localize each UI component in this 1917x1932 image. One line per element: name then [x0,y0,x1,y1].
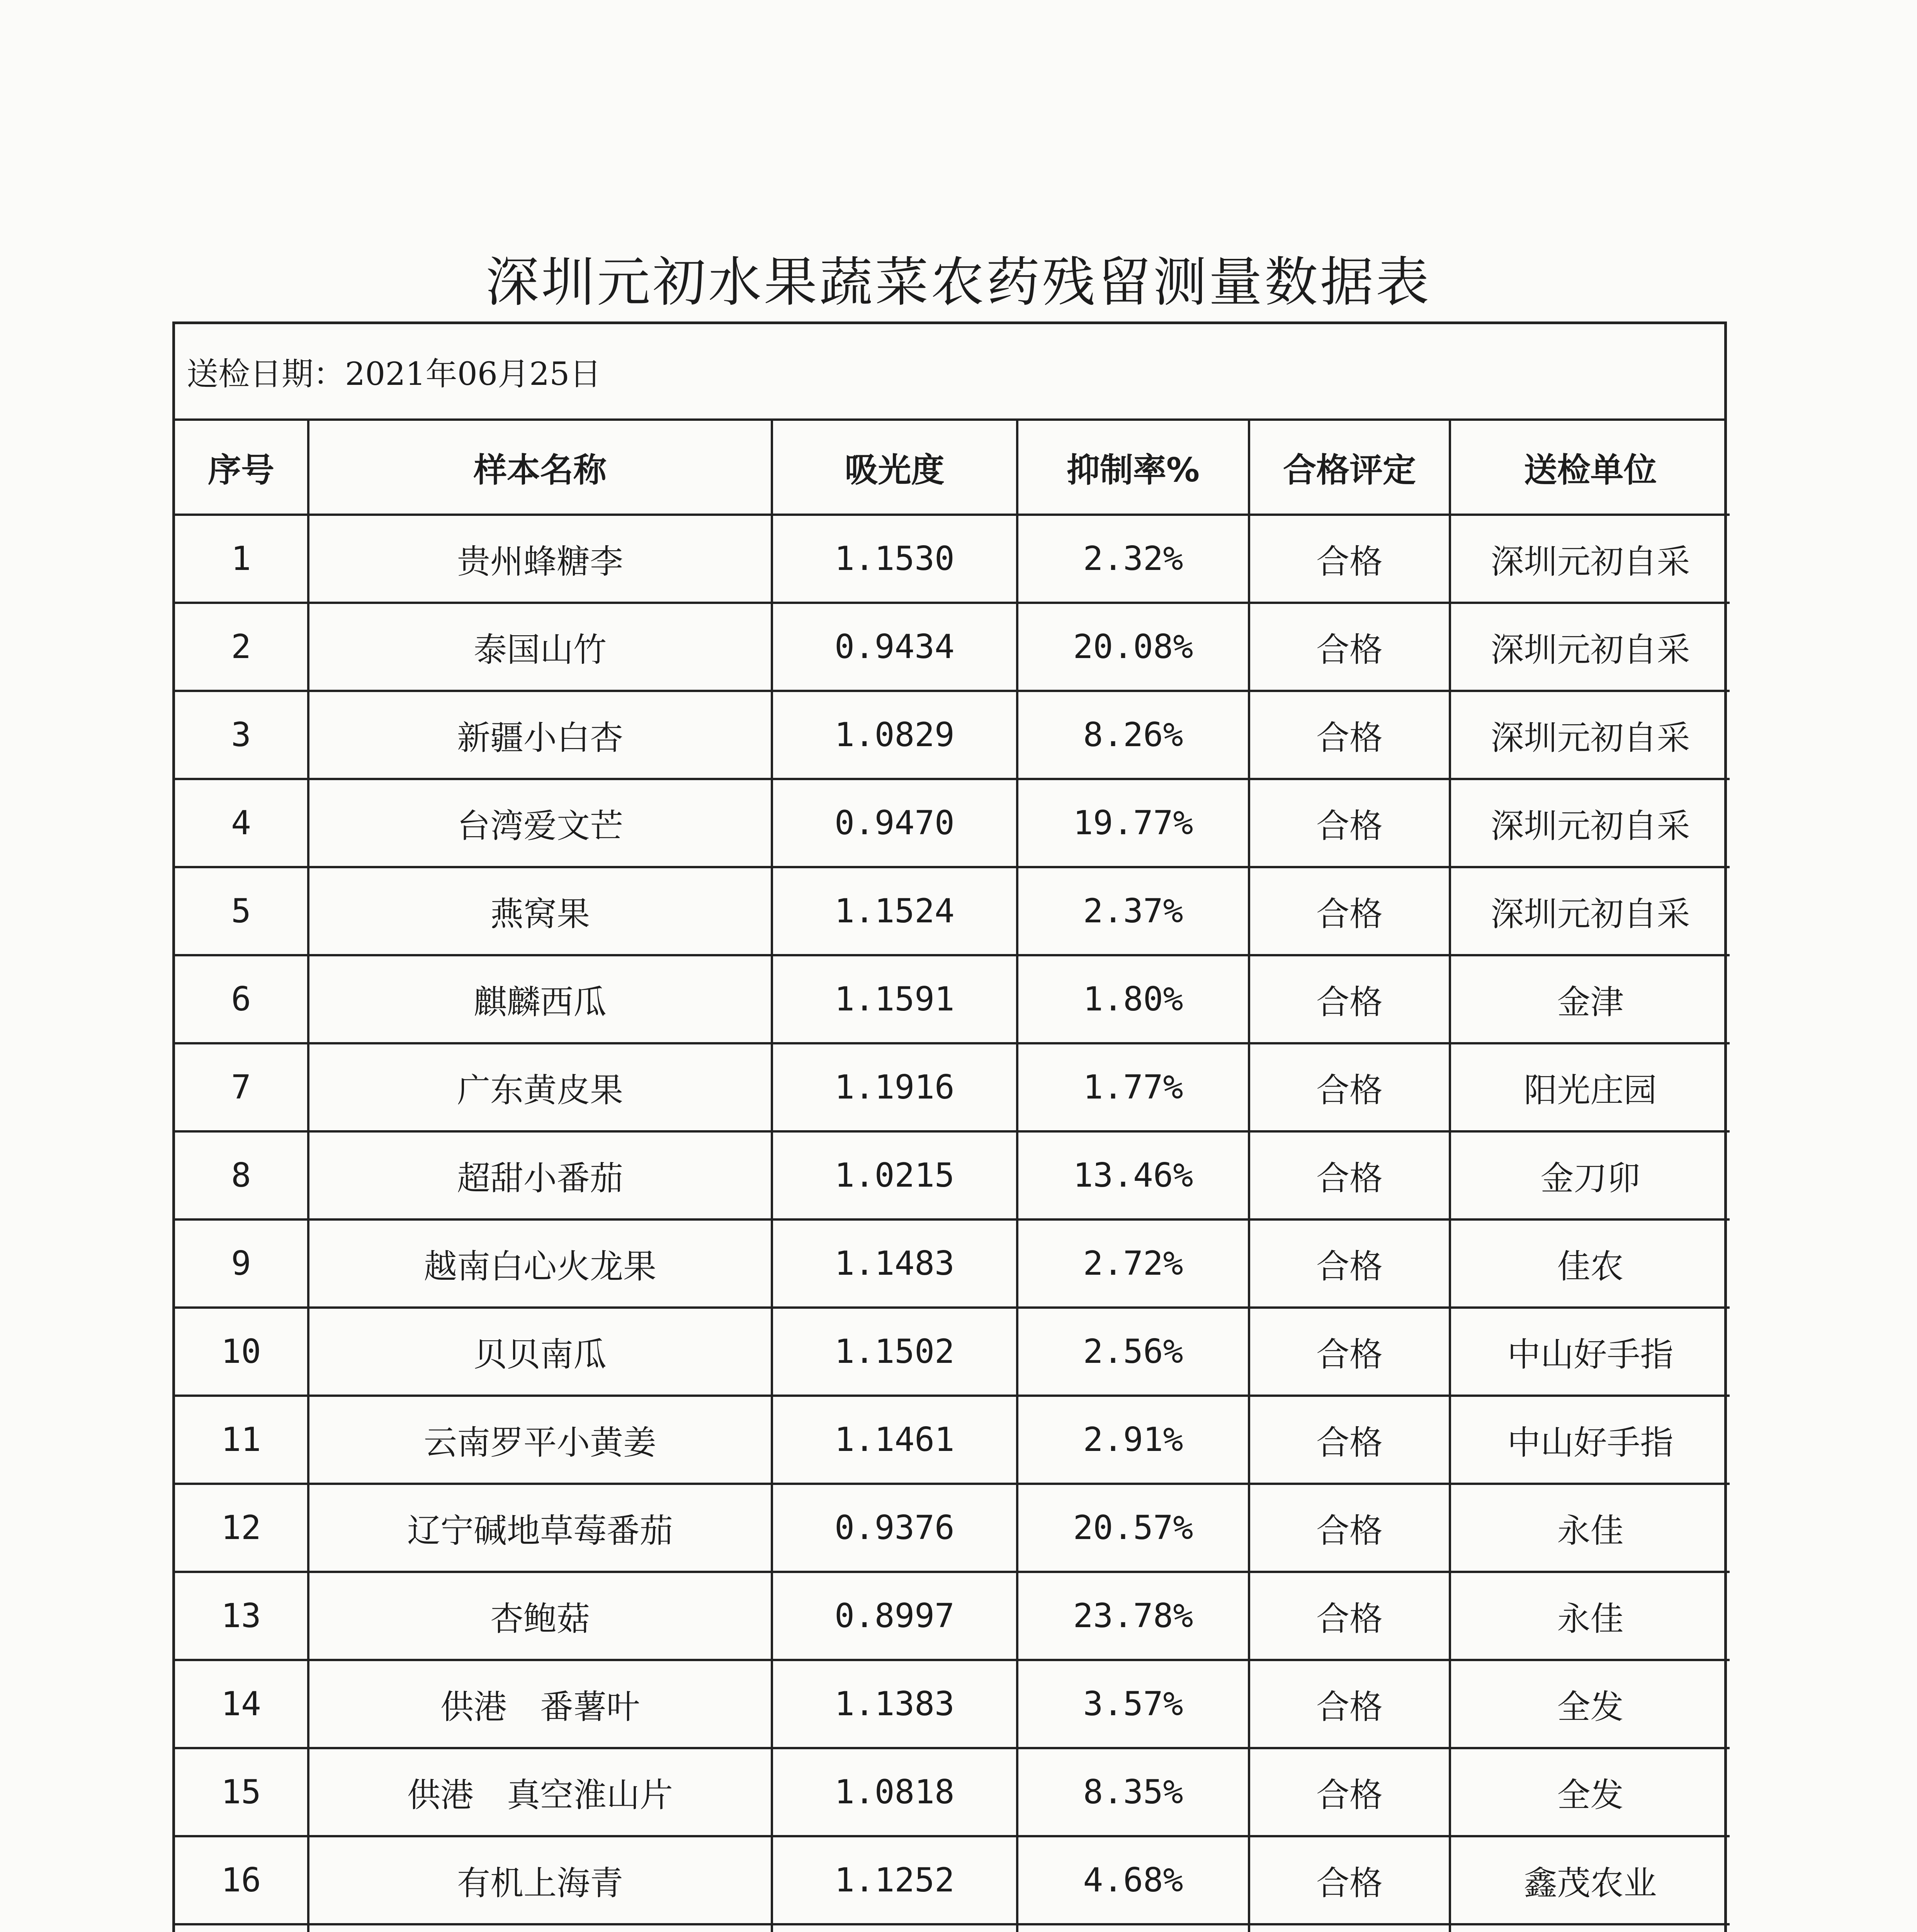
cell-no: 16 [175,1836,308,1924]
cell-no: 13 [175,1572,308,1660]
table-row [175,1043,1730,1131]
cell-inhibition: 20.08% [1017,603,1249,691]
table-row [175,1660,1730,1748]
cell-result: 合格 [1249,1484,1450,1572]
cell-no: 10 [175,1308,308,1396]
cell-absorbance: 0.9376 [772,1484,1017,1572]
cell-result: 合格 [1249,1572,1450,1660]
table-row [175,1924,1730,1932]
table-row [175,603,1730,691]
cell-inhibition: 1.77% [1017,1043,1249,1131]
col-header-absorbance: 吸光度 [772,421,1017,515]
cell-inhibition: 8.35% [1017,1748,1249,1836]
report-frame [172,321,1727,1932]
cell-unit: 永佳 [1450,1484,1730,1572]
cell-result: 合格 [1249,1396,1450,1484]
table-row [175,1308,1730,1396]
cell-result: 合格 [1249,1131,1450,1219]
cell-inhibition: 3.57% [1017,1660,1249,1748]
cell-absorbance: 1.0818 [772,1748,1017,1836]
cell-unit: 中山好手指 [1450,1396,1730,1484]
cell-unit: 佳农 [1450,1219,1730,1308]
cell-sample-name: 麒麟西瓜 [308,955,772,1043]
col-header-result: 合格评定 [1249,421,1450,515]
table-row [175,1484,1730,1572]
cell-no: 3 [175,691,308,779]
cell-no: 14 [175,1660,308,1748]
cell-absorbance: 1.1530 [772,515,1017,603]
cell-result [1249,1924,1450,1932]
cell-sample-name: 供港 真空淮山片 [308,1748,772,1836]
cell-no: 4 [175,779,308,867]
cell-absorbance: 1.1591 [772,955,1017,1043]
table-row [175,515,1730,603]
page-title: 深圳元初水果蔬菜农药残留测量数据表 [485,251,1431,313]
col-header-sample-name: 样本名称 [308,421,772,515]
cell-result: 合格 [1249,691,1450,779]
table-row [175,1748,1730,1836]
cell-absorbance: 1.1461 [772,1396,1017,1484]
cell-unit: 深圳元初自采 [1450,515,1730,603]
cell-absorbance: 0.9434 [772,603,1017,691]
cell-no [175,1924,308,1932]
cell-unit: 深圳元初自采 [1450,867,1730,955]
cell-unit: 深圳元初自采 [1450,691,1730,779]
cell-absorbance: 0.9470 [772,779,1017,867]
cell-result: 合格 [1249,779,1450,867]
cell-sample-name: 贝贝南瓜 [308,1308,772,1396]
cell-absorbance: 1.0829 [772,691,1017,779]
cell-absorbance [772,1924,1017,1932]
cell-result: 合格 [1249,1308,1450,1396]
cell-result: 合格 [1249,955,1450,1043]
col-header-no: 序号 [175,421,308,515]
cell-sample-name: 广东黄皮果 [308,1043,772,1131]
cell-result: 合格 [1249,603,1450,691]
cell-unit: 中山好手指 [1450,1308,1730,1396]
cell-inhibition: 19.77% [1017,779,1249,867]
col-header-inhibition: 抑制率% [1017,421,1249,515]
cell-sample-name: 新疆小白杏 [308,691,772,779]
cell-unit: 全发 [1450,1748,1730,1836]
cell-absorbance: 1.1524 [772,867,1017,955]
cell-inhibition: 2.56% [1017,1308,1249,1396]
cell-inhibition: 23.78% [1017,1572,1249,1660]
cell-no: 1 [175,515,308,603]
cell-absorbance: 1.1252 [772,1836,1017,1924]
cell-sample-name: 泰国山竹 [308,603,772,691]
cell-result: 合格 [1249,1836,1450,1924]
cell-unit: 鑫茂农业 [1450,1836,1730,1924]
cell-sample-name: 云南罗平小黄姜 [308,1396,772,1484]
cell-inhibition [1017,1924,1249,1932]
cell-inhibition: 2.72% [1017,1219,1249,1308]
table-row [175,1219,1730,1308]
cell-sample-name: 超甜小番茄 [308,1131,772,1219]
cell-inhibition: 8.26% [1017,691,1249,779]
cell-unit: 金津 [1450,955,1730,1043]
cell-sample-name: 供港 番薯叶 [308,1660,772,1748]
cell-absorbance: 1.1502 [772,1308,1017,1396]
cell-sample-name: 贵州蜂糖李 [308,515,772,603]
cell-inhibition: 1.80% [1017,955,1249,1043]
cell-unit: 深圳元初自采 [1450,779,1730,867]
cell-sample-name [308,1924,772,1932]
cell-sample-name: 杏鲍菇 [308,1572,772,1660]
cell-absorbance: 1.0215 [772,1131,1017,1219]
cell-inhibition: 2.32% [1017,515,1249,603]
cell-absorbance: 1.1483 [772,1219,1017,1308]
data-table [175,421,1730,1932]
cell-unit: 深圳元初自采 [1450,603,1730,691]
cell-no: 5 [175,867,308,955]
cell-no: 7 [175,1043,308,1131]
cell-absorbance: 1.1916 [772,1043,1017,1131]
table-row [175,779,1730,867]
cell-no: 8 [175,1131,308,1219]
cell-result: 合格 [1249,1748,1450,1836]
cell-inhibition: 4.68% [1017,1836,1249,1924]
table-row [175,1572,1730,1660]
cell-no: 6 [175,955,308,1043]
cell-sample-name: 燕窝果 [308,867,772,955]
cell-sample-name: 有机上海青 [308,1836,772,1924]
cell-inhibition: 2.37% [1017,867,1249,955]
cell-unit: 全发 [1450,1660,1730,1748]
cell-absorbance: 1.1383 [772,1660,1017,1748]
table-row [175,691,1730,779]
table-row [175,955,1730,1043]
table-row [175,1396,1730,1484]
cell-result: 合格 [1249,1043,1450,1131]
cell-no: 9 [175,1219,308,1308]
cell-result: 合格 [1249,515,1450,603]
cell-no: 2 [175,603,308,691]
cell-result: 合格 [1249,1219,1450,1308]
cell-no: 11 [175,1396,308,1484]
cell-sample-name: 台湾爱文芒 [308,779,772,867]
cell-result: 合格 [1249,1660,1450,1748]
table-row [175,1131,1730,1219]
table-row [175,867,1730,955]
cell-result: 合格 [1249,867,1450,955]
cell-unit: 阳光庄园 [1450,1043,1730,1131]
cell-inhibition: 13.46% [1017,1131,1249,1219]
cell-unit: 金刀卯 [1450,1131,1730,1219]
cell-inhibition: 20.57% [1017,1484,1249,1572]
cell-unit: 永佳 [1450,1572,1730,1660]
submission-date: 送检日期：2021年06月25日 [175,324,1724,421]
table-header-row [175,421,1730,515]
table-row [175,1836,1730,1924]
cell-inhibition: 2.91% [1017,1396,1249,1484]
cell-no: 12 [175,1484,308,1572]
cell-absorbance: 0.8997 [772,1572,1017,1660]
cell-unit [1450,1924,1730,1932]
cell-sample-name: 辽宁碱地草莓番茄 [308,1484,772,1572]
col-header-unit: 送检单位 [1450,421,1730,515]
cell-sample-name: 越南白心火龙果 [308,1219,772,1308]
cell-no: 15 [175,1748,308,1836]
